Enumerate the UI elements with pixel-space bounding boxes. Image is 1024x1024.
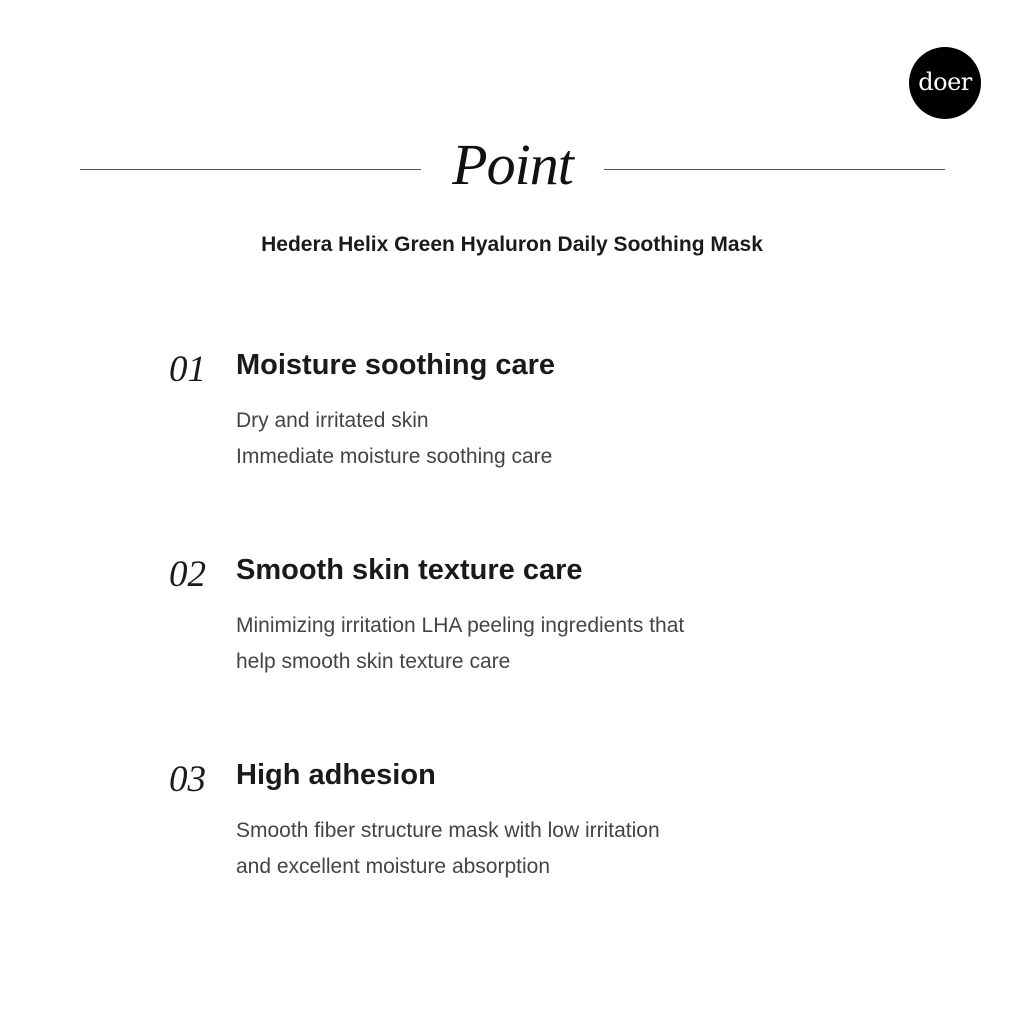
point-heading: Smooth skin texture care — [236, 554, 583, 586]
point-description-line: Dry and irritated skin — [236, 409, 429, 432]
point-heading: Moisture soothing care — [236, 349, 556, 381]
point-description-line: Smooth fiber structure mask with low irritation — [236, 819, 660, 842]
point-number: 02 — [169, 554, 206, 595]
point-item-3 — [0, 761, 1024, 921]
point-description-line: and excellent moisture absorption — [236, 855, 551, 878]
point-number: 01 — [169, 349, 206, 390]
point-heading: High adhesion — [236, 759, 436, 791]
brand-logo — [909, 47, 981, 119]
brand-logo-text: doer — [918, 68, 972, 96]
point-item-2 — [0, 556, 1024, 716]
product-name: Hedera Helix Green Hyaluron Daily Soothing Mask — [261, 233, 763, 256]
title-divider-left — [80, 169, 421, 170]
page-title: Point — [452, 132, 573, 197]
point-description-line: Minimizing irritation LHA peeling ingredients that — [236, 614, 685, 637]
title-divider-right — [604, 169, 945, 170]
point-description-line: Immediate moisture soothing care — [236, 445, 553, 468]
point-item-1 — [0, 351, 1024, 511]
point-description-line: help smooth skin texture care — [236, 650, 511, 673]
point-number: 03 — [169, 759, 206, 800]
